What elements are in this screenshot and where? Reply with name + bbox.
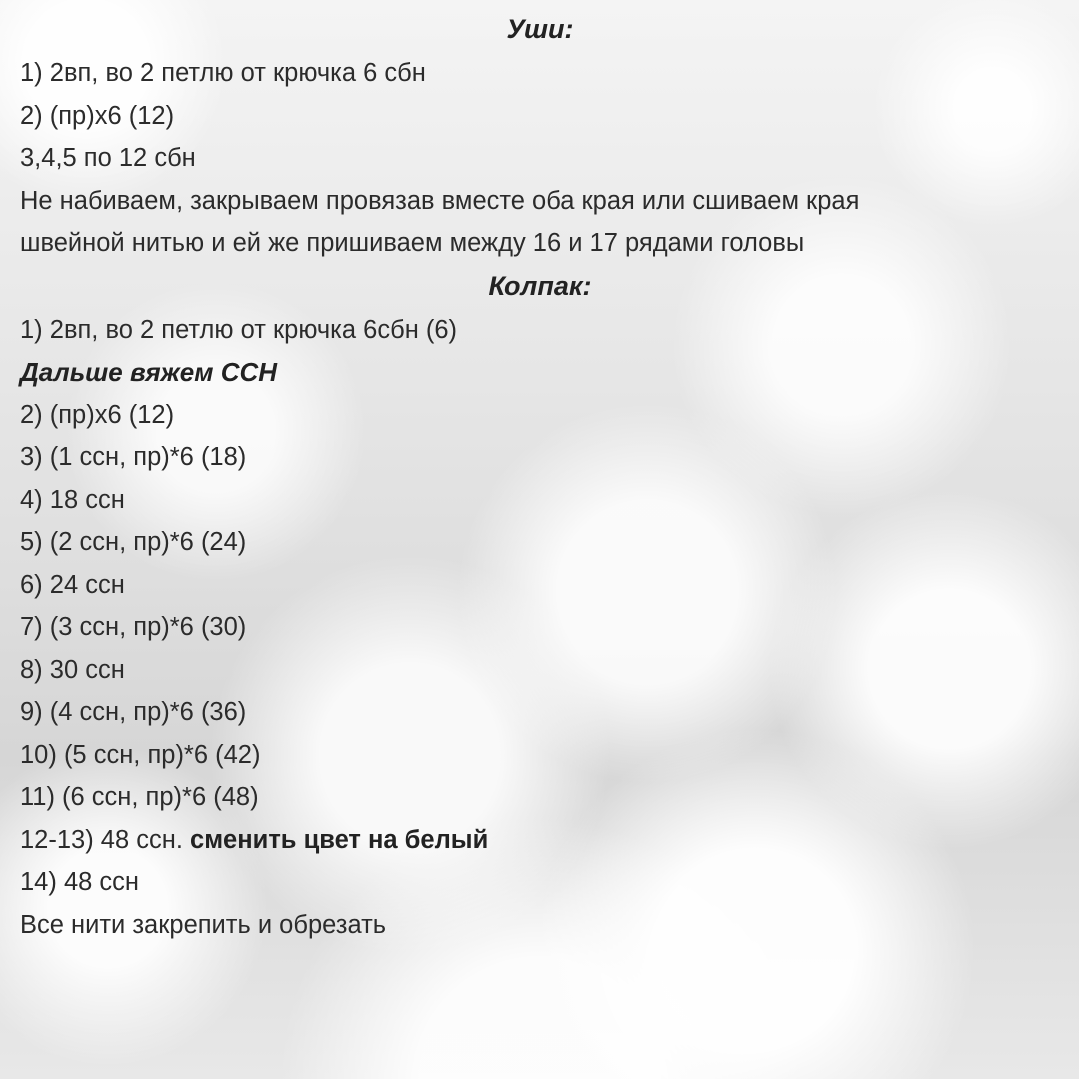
ears-row-1: 1) 2вп, во 2 петлю от крючка 6 сбн	[20, 59, 426, 87]
cap-row-11: 11) (6 ссн, пр)*6 (48)	[20, 783, 259, 811]
cap-row-12-13	[20, 819, 1060, 862]
cap-subheading: Дальше вяжем ССН	[20, 357, 278, 387]
cap-row-10: 10) (5 ссн, пр)*6 (42)	[20, 740, 261, 769]
cap-row-6: 6) 24 ссн	[20, 570, 125, 599]
cap-heading: Колпак:	[488, 270, 592, 301]
cap-final-note: Все нити закрепить и обрезать	[20, 910, 387, 939]
cap-row-2: 2) (пр)х6 (12)	[20, 400, 175, 429]
cap-row-14: 14) 48 ссн	[20, 868, 139, 896]
cap-row-4: 4) 18 ссн	[20, 485, 125, 514]
cap-row-7: 7) (3 ссн, пр)*6 (30)	[20, 613, 247, 641]
cap-row-9: 9) (4 ссн, пр)*6 (36)	[20, 698, 247, 726]
cap-row-5: 5) (2 ссн, пр)*6 (24)	[20, 528, 247, 556]
ears-row-2: 2) (пр)х6 (12)	[20, 101, 175, 130]
ears-heading: Уши:	[506, 14, 574, 44]
pattern-document	[20, 10, 1060, 946]
ears-note-line-2: швейной нитью и ей же пришиваем между 16 и 17 рядами головы	[20, 229, 805, 257]
ears-note-line-1: Не набиваем, закрываем провязав вместе оба края или сшиваем края	[20, 186, 860, 215]
cap-row-8: 8) 30 ссн	[20, 655, 125, 684]
cap-row-1: 1) 2вп, во 2 петлю от крючка 6сбн (6)	[20, 315, 458, 344]
cap-row-12-13-prefix: 12-13) 48 ссн.	[20, 825, 183, 854]
ears-row-3: 3,4,5 по 12 сбн	[20, 144, 196, 172]
cap-row-12-13-emphasis: сменить цвет на белый	[190, 825, 489, 854]
cap-row-3: 3) (1 ссн, пр)*6 (18)	[20, 443, 247, 471]
